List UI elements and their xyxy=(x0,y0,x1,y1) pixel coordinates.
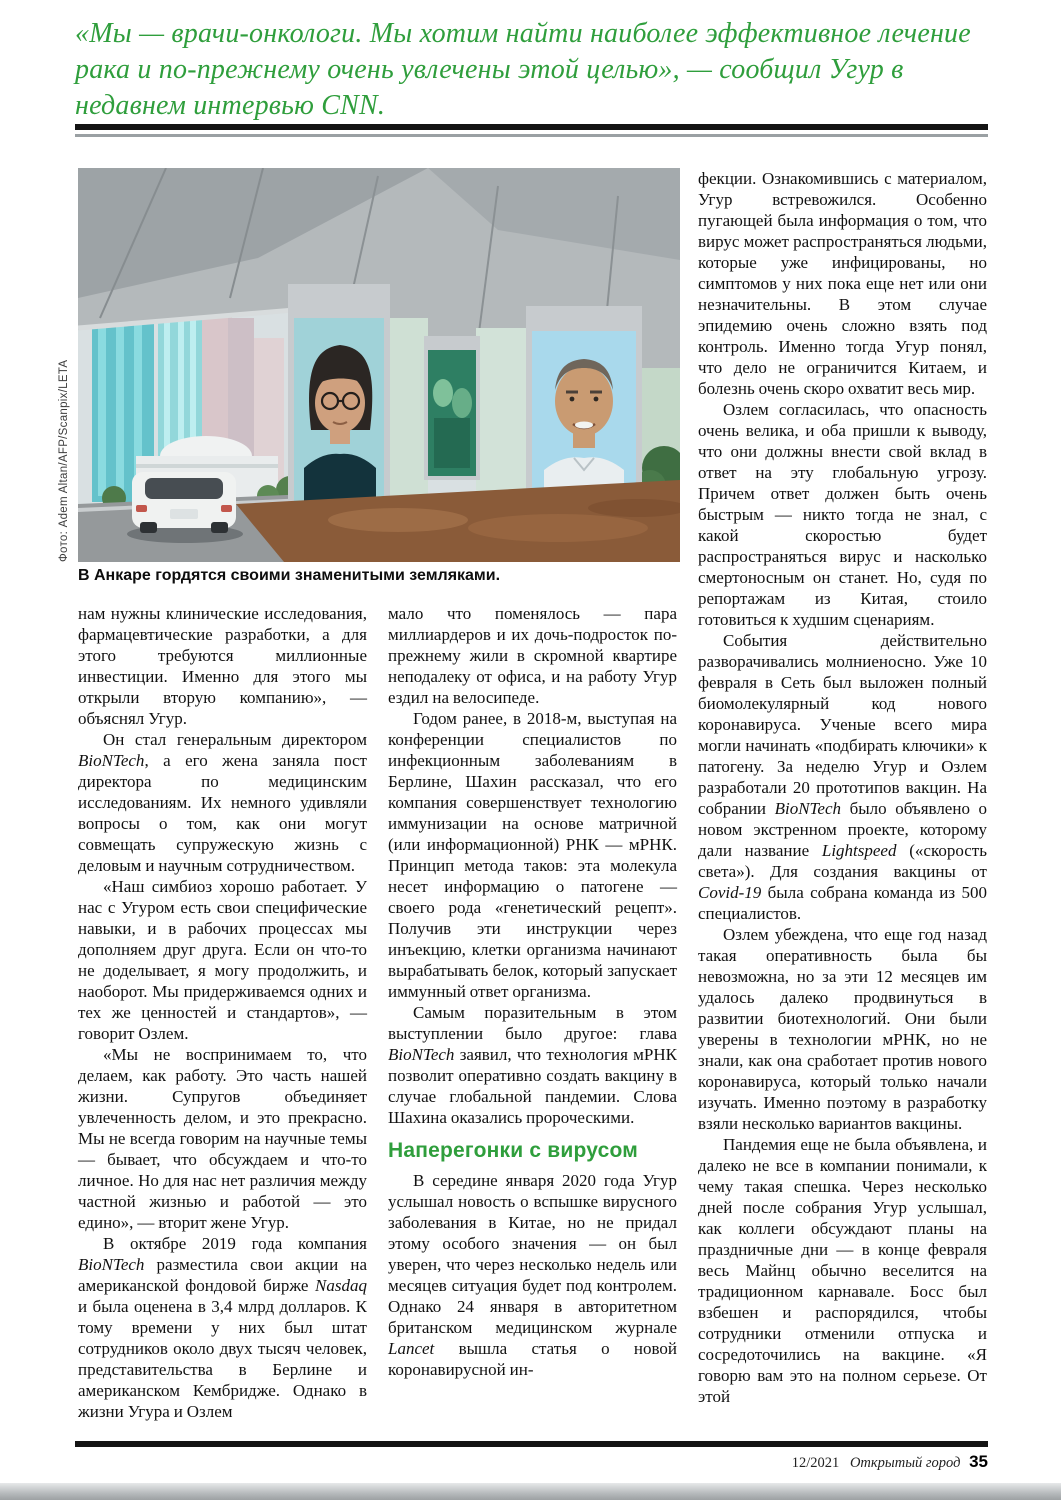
text: , а его жена заняла пост директора по медицинским исследованиям. Их немного удивляли вопросы о том, как они могут совмещать супружескую жизнь с деловым и научным сотрудничеством. xyxy=(78,751,367,875)
text: было объявлено о новом экстренном проекте, которому дали название xyxy=(698,799,988,860)
footer xyxy=(792,1452,988,1472)
text: разместила свои акции на американской фондовой бирже xyxy=(78,1255,367,1295)
text: мало что поменялось — пара миллиардеров и их дочь-подросток по-прежнему жили в скромной квартире неподалеку от офиса, и на работу Угур ездил на велосипеде. xyxy=(388,604,677,707)
article-column-2 xyxy=(388,603,677,1380)
mural-ugur xyxy=(526,306,642,502)
paragraph xyxy=(78,876,367,1044)
text: В середине января 2020 года Угур услышал новость о вспышке вирусного заболевания в Китае, но не придал этому особого значения — он был уверен, что через несколько недель или месяцев ситуация будет под контролем. Однако 24 января в авторитетном британском медицинском журнале xyxy=(388,1171,677,1337)
text: была собрана команда из 500 специалистов. xyxy=(698,883,987,923)
text: Самым поразительным в этом выступлении было другое: глава xyxy=(388,1003,677,1043)
section-heading: Наперегонки с вирусом xyxy=(388,1139,638,1162)
text: Он стал генеральным директором xyxy=(103,730,367,749)
italic-text: BioNTech xyxy=(78,751,145,770)
page-bottom-edge xyxy=(0,1483,1061,1500)
text: Годом ранее, в 2018-м, выступая на конференции специалистов по инфекционным заболеваниям в Берлине, Шахин рассказал, что его компания совершенствует технологию иммунизации на основе матричной (или информационной) РНК — мРНК. Принцип метода таков: эта молекула несет информацию о патогене — своего рода «генетический рецепт». Получив эти инструкции через инъекцию, клетки организма начинают вырабатывать белок, который запускает иммунный ответ организма. xyxy=(388,709,677,1001)
text: и была оценена в 3,4 млрд долларов. К тому времени у них был штат сотрудников около двух тысяч человек, представительства в Берлине и американском Кембридже. Однако в жизни Угура и Озлем xyxy=(78,1297,367,1421)
paragraph xyxy=(78,1233,367,1422)
text: («скорость света»). Для создания вакцины от xyxy=(698,841,987,881)
paragraph xyxy=(78,603,367,729)
footer-issue: 12/2021 xyxy=(791,1455,840,1471)
italic-text: Lancet xyxy=(388,1339,435,1358)
italic-text: BioNTech xyxy=(78,1255,145,1274)
paragraph xyxy=(698,924,987,1134)
footer-rule xyxy=(75,1441,988,1447)
paragraph xyxy=(698,168,987,399)
paragraph xyxy=(388,1002,677,1128)
text: вышла статья о новой коронавирусной ин- xyxy=(388,1339,677,1379)
paragraph xyxy=(78,729,367,876)
photo-credit: Фото: Adem Altan/AFP/Scanpix/LETA xyxy=(58,359,70,562)
paragraph xyxy=(78,1044,367,1233)
text: заявил, что технология мРНК позволит оперативно создать вакцину в случае глобальной пандемии. Слова Шахина оказались пророческими. xyxy=(388,1045,677,1127)
text: «Мы не воспринимаем то, что делаем, как работу. Это часть нашей жизни. Супругов объединяет увлеченность делом, и это прекрасно. Мы не всегда говорим на научные темы — бывает, что обсуждаем и что-то личное. Но для нас нет различия между частной жизнью и работой — это едино», — вторит жене Угур. xyxy=(78,1045,367,1232)
text: Озлем убеждена, что еще год назад такая оперативность была бы невозможна, но за эти 12 месяцев им удалось далеко продвинуться в развитии биотехнологий. Они были уверены в технологии мРНК, но не знали, как она сработает против нового коронавируса, который только начали изучать. Именно поэтому в разработку взяли несколько вариантов вакцины. xyxy=(698,925,987,1133)
text: «Наш симбиоз хорошо работает. У нас с Угуром есть свои специфические навыки, и в рабочих процессах мы дополняем друг друга. Если он что-то не доделывает, я могу продолжить, и наоборот. Мы придерживаемся одних и тех же ценностей и стандартов», — говорит Озлем. xyxy=(78,877,367,1043)
italic-text: Lightspeed xyxy=(821,841,897,860)
text: Озлем согласилась, что опасность очень велика, и оба пришли к выводу, что они должны внести свой вклад в ответ на эту глобальную угрозу. Причем ответ должен быть очень быстрым — никто тогда не знал, с какой скоростью будет распространяться вирус и насколько смертоносным он станет. Но, судя по репортажам из Китая, стоило готовиться к худшим сценариям. xyxy=(698,400,987,629)
paragraph xyxy=(388,1170,677,1380)
article-column-1 xyxy=(78,603,367,1422)
text: фекции. Ознакомившись с материалом, Угур встревожился. Особенно пугающей была информация о том, что вирус может распространяться людьми, которые уже инфицированы, но симптомов у них пока еще нет или они незначительны. В этом случае эпидемию очень сложно взять под контроль. Именно тогда Угур понял, что дело не ограничится Китаем, и болезнь очень скоро охватит весь мир. xyxy=(698,169,987,398)
top-rule-shadow xyxy=(75,134,988,137)
paragraph xyxy=(698,1134,987,1407)
article-column-3 xyxy=(698,168,987,1407)
italic-text: Covid-19 xyxy=(698,883,762,902)
text: нам нужны клинические исследования, фармацевтические разработки, а для этого требуются миллионные инвестиции. Именно для этого мы открыли вторую компанию», — объяснял Угур. xyxy=(78,604,367,728)
paragraph xyxy=(388,603,677,708)
paragraph xyxy=(388,708,677,1002)
paragraph xyxy=(698,399,987,630)
footer-page-number: 35 xyxy=(969,1452,988,1471)
italic-text: BioNTech xyxy=(388,1045,455,1064)
article-photo xyxy=(78,168,680,562)
pull-quote: «Мы — врачи-онкологи. Мы хотим найти наиболее эффективное лечение рака и по-прежнему очень увлечены этой целью», — сообщил Угур в недавнем интервью CNN. xyxy=(75,18,971,121)
mural-middle xyxy=(424,336,480,480)
top-rule xyxy=(75,124,988,130)
text: События действительно разворачивались молниеносно. Уже 10 февраля в Сеть был выложен полный биомолекулярный код нового коронавируса. Ученые всего мира могли начинать «подбирать ключики» к патогену. За неделю Угур и Озлем разработали 20 прототипов вакцин. На собрании xyxy=(698,631,987,818)
photo-caption: В Анкаре гордятся своими знаменитыми земляками. xyxy=(78,567,501,584)
paragraph xyxy=(698,630,987,924)
mural-ozlem xyxy=(288,284,390,502)
footer-magazine-title: Открытый город xyxy=(849,1455,961,1471)
photo-illustration xyxy=(78,168,680,562)
italic-text: BioNTech xyxy=(774,799,842,818)
italic-text: Nasdaq xyxy=(315,1276,367,1295)
text: В октябре 2019 года компания xyxy=(103,1234,367,1253)
text: Пандемия еще не была объявлена, и далеко не все в компании понимали, к чему такая спешка. Через несколько дней после собрания Угур услышал, как коллеги обсуждают планы на праздничные дни — в конце февраля весь Майнц обычно веселится на традиционном карнавале. Босс был взбешен и распорядился, чтобы сотрудники отменили отпуска и сосредоточились на вакцине. «Я говорю вам это на полном серьезе. От этой xyxy=(698,1135,987,1406)
